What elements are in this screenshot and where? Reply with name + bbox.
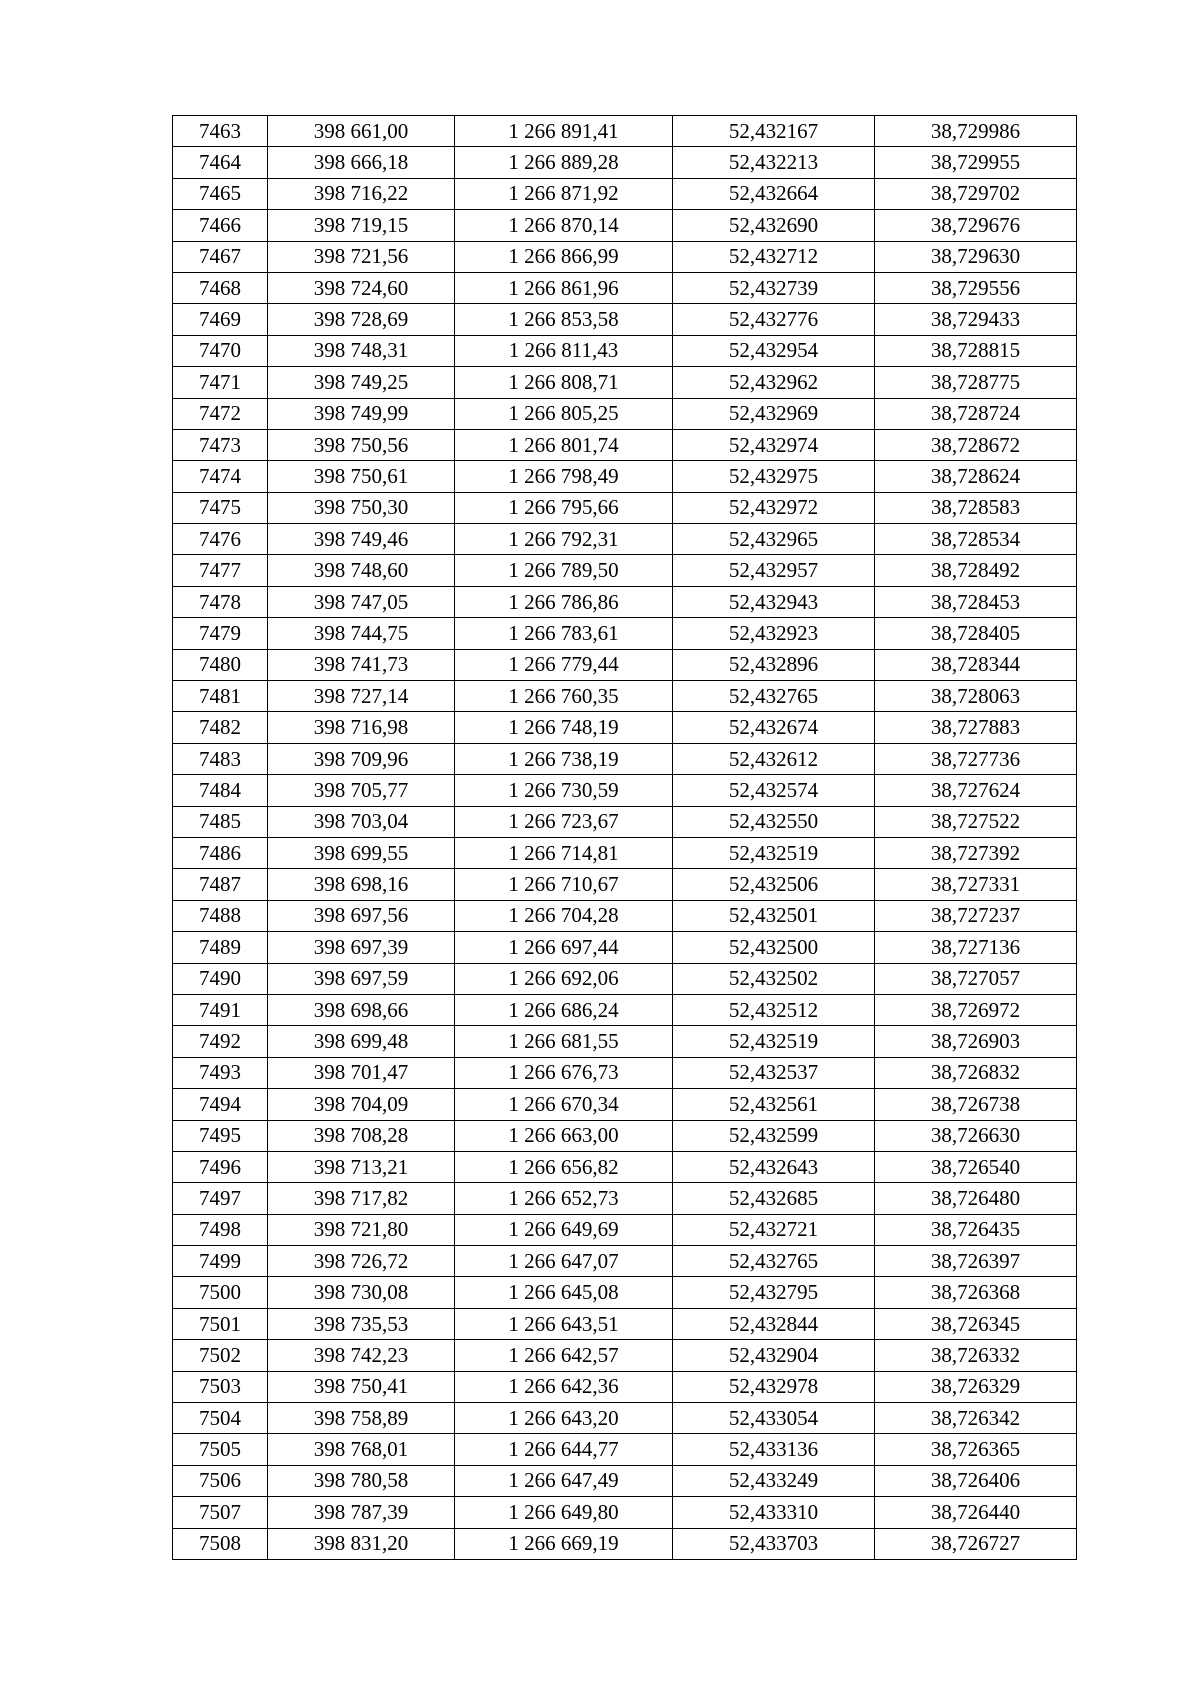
longitude-cell: 38,726727 [875,1528,1077,1559]
point-number-cell: 7479 [173,618,268,649]
x-coordinate-cell: 398 749,46 [268,524,455,555]
latitude-cell: 52,432712 [673,241,875,272]
table-row [173,681,1077,712]
y-coordinate-cell: 1 266 670,34 [455,1089,673,1120]
longitude-cell: 38,729676 [875,210,1077,241]
longitude-cell: 38,727136 [875,932,1077,963]
x-coordinate-cell: 398 661,00 [268,116,455,147]
x-coordinate-cell: 398 717,82 [268,1183,455,1214]
table-row [173,492,1077,523]
point-number-cell: 7499 [173,1246,268,1277]
coordinates-table-body [173,116,1077,1560]
y-coordinate-cell: 1 266 669,19 [455,1528,673,1559]
point-number-cell: 7483 [173,743,268,774]
y-coordinate-cell: 1 266 643,51 [455,1308,673,1339]
x-coordinate-cell: 398 721,56 [268,241,455,272]
longitude-cell: 38,729556 [875,272,1077,303]
x-coordinate-cell: 398 721,80 [268,1214,455,1245]
longitude-cell: 38,729433 [875,304,1077,335]
table-row [173,1308,1077,1339]
point-number-cell: 7469 [173,304,268,335]
table-row [173,1403,1077,1434]
longitude-cell: 38,728672 [875,429,1077,460]
table-row [173,1214,1077,1245]
x-coordinate-cell: 398 735,53 [268,1308,455,1339]
table-row [173,1089,1077,1120]
longitude-cell: 38,726903 [875,1026,1077,1057]
y-coordinate-cell: 1 266 779,44 [455,649,673,680]
table-row [173,1151,1077,1182]
longitude-cell: 38,726972 [875,994,1077,1025]
longitude-cell: 38,727522 [875,806,1077,837]
y-coordinate-cell: 1 266 642,57 [455,1340,673,1371]
table-row [173,210,1077,241]
x-coordinate-cell: 398 703,04 [268,806,455,837]
point-number-cell: 7498 [173,1214,268,1245]
point-number-cell: 7468 [173,272,268,303]
longitude-cell: 38,728583 [875,492,1077,523]
table-row [173,649,1077,680]
x-coordinate-cell: 398 741,73 [268,649,455,680]
point-number-cell: 7471 [173,367,268,398]
table-row [173,461,1077,492]
table-row [173,304,1077,335]
x-coordinate-cell: 398 713,21 [268,1151,455,1182]
latitude-cell: 52,432795 [673,1277,875,1308]
latitude-cell: 52,432765 [673,1246,875,1277]
longitude-cell: 38,727883 [875,712,1077,743]
y-coordinate-cell: 1 266 748,19 [455,712,673,743]
x-coordinate-cell: 398 748,60 [268,555,455,586]
y-coordinate-cell: 1 266 889,28 [455,147,673,178]
point-number-cell: 7500 [173,1277,268,1308]
longitude-cell: 38,727624 [875,775,1077,806]
latitude-cell: 52,432643 [673,1151,875,1182]
latitude-cell: 52,432167 [673,116,875,147]
latitude-cell: 52,432550 [673,806,875,837]
point-number-cell: 7505 [173,1434,268,1465]
point-number-cell: 7507 [173,1497,268,1528]
latitude-cell: 52,432896 [673,649,875,680]
longitude-cell: 38,727237 [875,900,1077,931]
latitude-cell: 52,432501 [673,900,875,931]
longitude-cell: 38,729630 [875,241,1077,272]
longitude-cell: 38,726342 [875,1403,1077,1434]
longitude-cell: 38,726480 [875,1183,1077,1214]
y-coordinate-cell: 1 266 861,96 [455,272,673,303]
x-coordinate-cell: 398 724,60 [268,272,455,303]
y-coordinate-cell: 1 266 710,67 [455,869,673,900]
latitude-cell: 52,432674 [673,712,875,743]
y-coordinate-cell: 1 266 792,31 [455,524,673,555]
x-coordinate-cell: 398 730,08 [268,1277,455,1308]
table-row [173,1497,1077,1528]
y-coordinate-cell: 1 266 643,20 [455,1403,673,1434]
latitude-cell: 52,432904 [673,1340,875,1371]
latitude-cell: 52,432844 [673,1308,875,1339]
x-coordinate-cell: 398 708,28 [268,1120,455,1151]
x-coordinate-cell: 398 697,39 [268,932,455,963]
y-coordinate-cell: 1 266 704,28 [455,900,673,931]
point-number-cell: 7490 [173,963,268,994]
point-number-cell: 7480 [173,649,268,680]
x-coordinate-cell: 398 699,55 [268,837,455,868]
longitude-cell: 38,726738 [875,1089,1077,1120]
table-row [173,743,1077,774]
y-coordinate-cell: 1 266 891,41 [455,116,673,147]
latitude-cell: 52,432537 [673,1057,875,1088]
table-row [173,272,1077,303]
table-row [173,1434,1077,1465]
latitude-cell: 52,433136 [673,1434,875,1465]
table-row [173,429,1077,460]
table-row [173,837,1077,868]
x-coordinate-cell: 398 742,23 [268,1340,455,1371]
y-coordinate-cell: 1 266 681,55 [455,1026,673,1057]
x-coordinate-cell: 398 704,09 [268,1089,455,1120]
latitude-cell: 52,432512 [673,994,875,1025]
longitude-cell: 38,727392 [875,837,1077,868]
longitude-cell: 38,728775 [875,367,1077,398]
y-coordinate-cell: 1 266 853,58 [455,304,673,335]
y-coordinate-cell: 1 266 647,07 [455,1246,673,1277]
longitude-cell: 38,728534 [875,524,1077,555]
point-number-cell: 7489 [173,932,268,963]
longitude-cell: 38,726406 [875,1465,1077,1496]
table-row [173,1026,1077,1057]
latitude-cell: 52,432519 [673,1026,875,1057]
x-coordinate-cell: 398 758,89 [268,1403,455,1434]
y-coordinate-cell: 1 266 652,73 [455,1183,673,1214]
x-coordinate-cell: 398 705,77 [268,775,455,806]
longitude-cell: 38,727736 [875,743,1077,774]
point-number-cell: 7493 [173,1057,268,1088]
y-coordinate-cell: 1 266 663,00 [455,1120,673,1151]
latitude-cell: 52,432765 [673,681,875,712]
x-coordinate-cell: 398 744,75 [268,618,455,649]
y-coordinate-cell: 1 266 786,86 [455,586,673,617]
y-coordinate-cell: 1 266 795,66 [455,492,673,523]
y-coordinate-cell: 1 266 811,43 [455,335,673,366]
y-coordinate-cell: 1 266 692,06 [455,963,673,994]
point-number-cell: 7503 [173,1371,268,1402]
latitude-cell: 52,432776 [673,304,875,335]
point-number-cell: 7475 [173,492,268,523]
point-number-cell: 7504 [173,1403,268,1434]
point-number-cell: 7485 [173,806,268,837]
y-coordinate-cell: 1 266 723,67 [455,806,673,837]
x-coordinate-cell: 398 697,59 [268,963,455,994]
x-coordinate-cell: 398 768,01 [268,1434,455,1465]
latitude-cell: 52,432969 [673,398,875,429]
table-row [173,963,1077,994]
latitude-cell: 52,432962 [673,367,875,398]
latitude-cell: 52,432739 [673,272,875,303]
point-number-cell: 7508 [173,1528,268,1559]
table-row [173,1057,1077,1088]
x-coordinate-cell: 398 747,05 [268,586,455,617]
y-coordinate-cell: 1 266 642,36 [455,1371,673,1402]
y-coordinate-cell: 1 266 801,74 [455,429,673,460]
x-coordinate-cell: 398 709,96 [268,743,455,774]
point-number-cell: 7491 [173,994,268,1025]
latitude-cell: 52,432612 [673,743,875,774]
latitude-cell: 52,432664 [673,178,875,209]
table-row [173,1340,1077,1371]
y-coordinate-cell: 1 266 676,73 [455,1057,673,1088]
point-number-cell: 7486 [173,837,268,868]
point-number-cell: 7465 [173,178,268,209]
y-coordinate-cell: 1 266 866,99 [455,241,673,272]
y-coordinate-cell: 1 266 789,50 [455,555,673,586]
table-row [173,932,1077,963]
y-coordinate-cell: 1 266 760,35 [455,681,673,712]
table-row [173,1246,1077,1277]
point-number-cell: 7466 [173,210,268,241]
point-number-cell: 7506 [173,1465,268,1496]
y-coordinate-cell: 1 266 798,49 [455,461,673,492]
x-coordinate-cell: 398 787,39 [268,1497,455,1528]
table-row [173,241,1077,272]
point-number-cell: 7481 [173,681,268,712]
x-coordinate-cell: 398 780,58 [268,1465,455,1496]
x-coordinate-cell: 398 716,22 [268,178,455,209]
latitude-cell: 52,432500 [673,932,875,963]
longitude-cell: 38,726630 [875,1120,1077,1151]
point-number-cell: 7474 [173,461,268,492]
x-coordinate-cell: 398 750,41 [268,1371,455,1402]
table-row [173,869,1077,900]
longitude-cell: 38,729986 [875,116,1077,147]
longitude-cell: 38,728724 [875,398,1077,429]
longitude-cell: 38,726368 [875,1277,1077,1308]
latitude-cell: 52,432502 [673,963,875,994]
latitude-cell: 52,432721 [673,1214,875,1245]
longitude-cell: 38,726440 [875,1497,1077,1528]
x-coordinate-cell: 398 750,30 [268,492,455,523]
latitude-cell: 52,433703 [673,1528,875,1559]
longitude-cell: 38,727057 [875,963,1077,994]
table-row [173,398,1077,429]
x-coordinate-cell: 398 726,72 [268,1246,455,1277]
x-coordinate-cell: 398 699,48 [268,1026,455,1057]
latitude-cell: 52,433054 [673,1403,875,1434]
y-coordinate-cell: 1 266 649,69 [455,1214,673,1245]
table-row [173,1277,1077,1308]
y-coordinate-cell: 1 266 783,61 [455,618,673,649]
table-row [173,806,1077,837]
table-row [173,147,1077,178]
x-coordinate-cell: 398 701,47 [268,1057,455,1088]
x-coordinate-cell: 398 749,99 [268,398,455,429]
point-number-cell: 7497 [173,1183,268,1214]
latitude-cell: 52,432690 [673,210,875,241]
point-number-cell: 7463 [173,116,268,147]
table-row [173,1371,1077,1402]
point-number-cell: 7464 [173,147,268,178]
latitude-cell: 52,432954 [673,335,875,366]
latitude-cell: 52,432978 [673,1371,875,1402]
x-coordinate-cell: 398 666,18 [268,147,455,178]
table-row [173,524,1077,555]
point-number-cell: 7467 [173,241,268,272]
table-row [173,1183,1077,1214]
table-row [173,775,1077,806]
longitude-cell: 38,728063 [875,681,1077,712]
coordinates-table [172,115,1077,1560]
longitude-cell: 38,728344 [875,649,1077,680]
point-number-cell: 7495 [173,1120,268,1151]
point-number-cell: 7488 [173,900,268,931]
longitude-cell: 38,728405 [875,618,1077,649]
x-coordinate-cell: 398 750,56 [268,429,455,460]
table-row [173,1120,1077,1151]
longitude-cell: 38,728453 [875,586,1077,617]
latitude-cell: 52,432574 [673,775,875,806]
point-number-cell: 7484 [173,775,268,806]
point-number-cell: 7473 [173,429,268,460]
point-number-cell: 7496 [173,1151,268,1182]
table-row [173,555,1077,586]
table-row [173,618,1077,649]
y-coordinate-cell: 1 266 649,80 [455,1497,673,1528]
table-row [173,178,1077,209]
table-row [173,335,1077,366]
y-coordinate-cell: 1 266 656,82 [455,1151,673,1182]
longitude-cell: 38,729702 [875,178,1077,209]
x-coordinate-cell: 398 698,16 [268,869,455,900]
longitude-cell: 38,726540 [875,1151,1077,1182]
longitude-cell: 38,726345 [875,1308,1077,1339]
y-coordinate-cell: 1 266 697,44 [455,932,673,963]
table-row [173,1528,1077,1559]
longitude-cell: 38,726329 [875,1371,1077,1402]
longitude-cell: 38,728492 [875,555,1077,586]
point-number-cell: 7482 [173,712,268,743]
y-coordinate-cell: 1 266 808,71 [455,367,673,398]
point-number-cell: 7492 [173,1026,268,1057]
longitude-cell: 38,728815 [875,335,1077,366]
x-coordinate-cell: 398 698,66 [268,994,455,1025]
longitude-cell: 38,726397 [875,1246,1077,1277]
x-coordinate-cell: 398 831,20 [268,1528,455,1559]
point-number-cell: 7470 [173,335,268,366]
longitude-cell: 38,728624 [875,461,1077,492]
table-row [173,1465,1077,1496]
latitude-cell: 52,433310 [673,1497,875,1528]
x-coordinate-cell: 398 749,25 [268,367,455,398]
table-row [173,116,1077,147]
latitude-cell: 52,432965 [673,524,875,555]
x-coordinate-cell: 398 748,31 [268,335,455,366]
y-coordinate-cell: 1 266 738,19 [455,743,673,774]
y-coordinate-cell: 1 266 730,59 [455,775,673,806]
x-coordinate-cell: 398 728,69 [268,304,455,335]
table-row [173,712,1077,743]
y-coordinate-cell: 1 266 647,49 [455,1465,673,1496]
y-coordinate-cell: 1 266 871,92 [455,178,673,209]
point-number-cell: 7494 [173,1089,268,1120]
latitude-cell: 52,432972 [673,492,875,523]
table-row [173,367,1077,398]
latitude-cell: 52,432923 [673,618,875,649]
latitude-cell: 52,432599 [673,1120,875,1151]
latitude-cell: 52,432213 [673,147,875,178]
latitude-cell: 52,432685 [673,1183,875,1214]
longitude-cell: 38,729955 [875,147,1077,178]
y-coordinate-cell: 1 266 805,25 [455,398,673,429]
latitude-cell: 52,432506 [673,869,875,900]
y-coordinate-cell: 1 266 870,14 [455,210,673,241]
y-coordinate-cell: 1 266 645,08 [455,1277,673,1308]
point-number-cell: 7477 [173,555,268,586]
point-number-cell: 7476 [173,524,268,555]
latitude-cell: 52,432561 [673,1089,875,1120]
x-coordinate-cell: 398 719,15 [268,210,455,241]
longitude-cell: 38,726365 [875,1434,1077,1465]
point-number-cell: 7478 [173,586,268,617]
longitude-cell: 38,726332 [875,1340,1077,1371]
longitude-cell: 38,727331 [875,869,1077,900]
table-row [173,900,1077,931]
latitude-cell: 52,432519 [673,837,875,868]
y-coordinate-cell: 1 266 714,81 [455,837,673,868]
point-number-cell: 7487 [173,869,268,900]
point-number-cell: 7502 [173,1340,268,1371]
x-coordinate-cell: 398 750,61 [268,461,455,492]
x-coordinate-cell: 398 697,56 [268,900,455,931]
y-coordinate-cell: 1 266 686,24 [455,994,673,1025]
latitude-cell: 52,432975 [673,461,875,492]
point-number-cell: 7472 [173,398,268,429]
latitude-cell: 52,433249 [673,1465,875,1496]
table-row [173,586,1077,617]
longitude-cell: 38,726832 [875,1057,1077,1088]
x-coordinate-cell: 398 727,14 [268,681,455,712]
table-row [173,994,1077,1025]
point-number-cell: 7501 [173,1308,268,1339]
latitude-cell: 52,432974 [673,429,875,460]
x-coordinate-cell: 398 716,98 [268,712,455,743]
y-coordinate-cell: 1 266 644,77 [455,1434,673,1465]
longitude-cell: 38,726435 [875,1214,1077,1245]
latitude-cell: 52,432957 [673,555,875,586]
latitude-cell: 52,432943 [673,586,875,617]
